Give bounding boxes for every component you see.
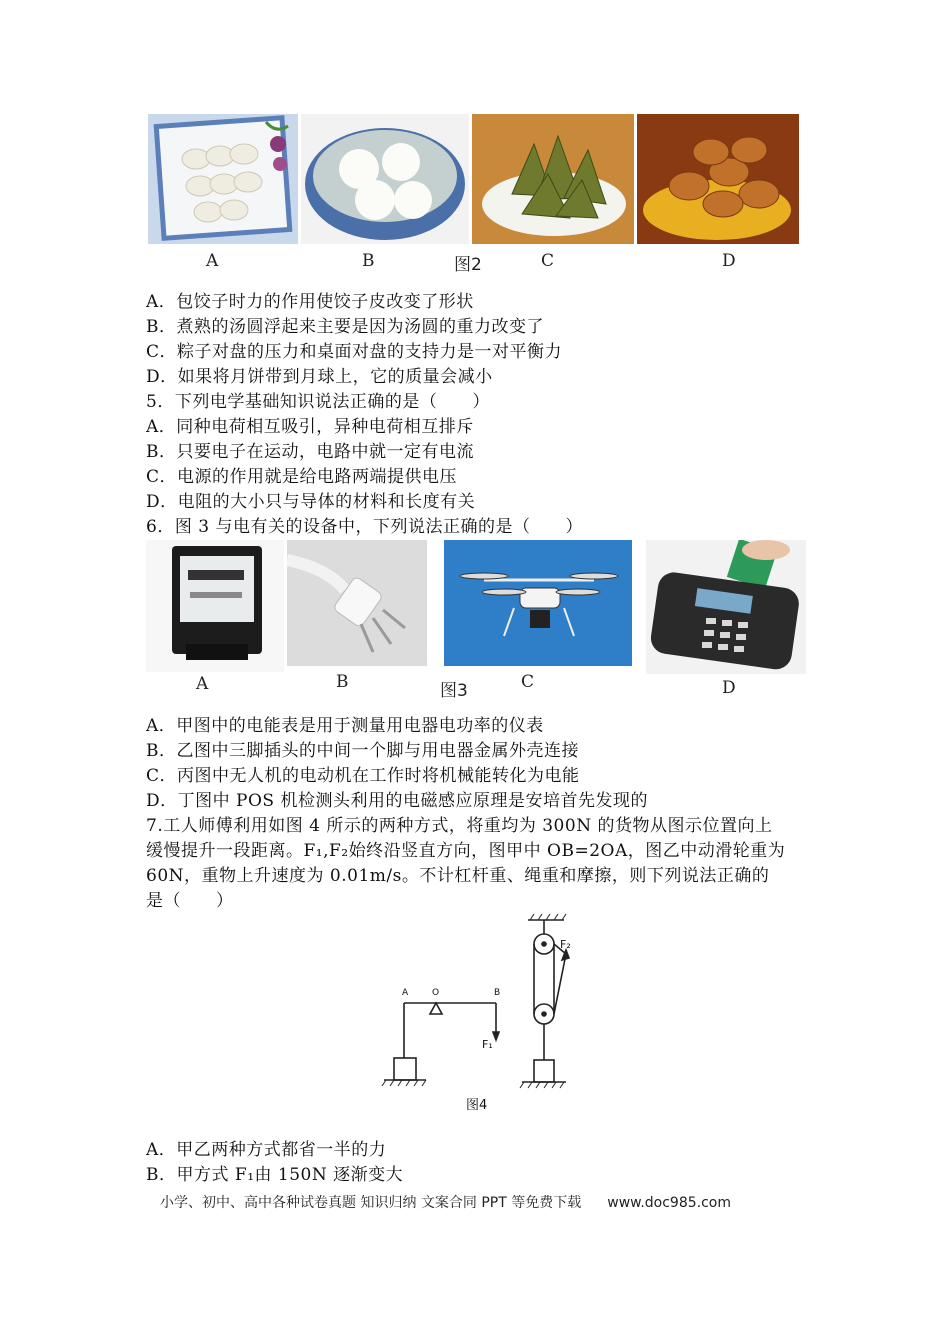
fig2-label-c: C: [541, 251, 555, 271]
q4-option-c: C．粽子对盘的压力和桌面对盘的支持力是一对平衡力: [146, 342, 563, 362]
fig4-caption: 图4: [466, 1098, 488, 1113]
zongzi-photo: [472, 114, 634, 244]
zongzi-image: [472, 114, 634, 244]
mooncake-photo: [637, 114, 799, 244]
figure-2-photos: [148, 114, 799, 244]
plug-photo: [287, 540, 427, 666]
drone-photo: [444, 540, 632, 666]
q7-option-a: A．甲乙两种方式都省一半的力: [146, 1140, 387, 1160]
fig3-label-c: C: [521, 672, 535, 692]
q5-option-a: A．同种电荷相互吸引，异种电荷相互排斥: [146, 417, 474, 437]
drone-image: [444, 540, 632, 666]
footer-url[interactable]: www.doc985.com: [607, 1195, 731, 1211]
fig2-label-b: B: [362, 251, 375, 271]
q5-option-d: D．电阻的大小只与导体的材料和长度有关: [146, 492, 476, 512]
page-footer: [160, 1192, 731, 1212]
fig2-caption: 图2: [454, 255, 482, 275]
q6-option-b: B．乙图中三脚插头的中间一个脚与用电器金属外壳连接: [146, 741, 579, 761]
q6-option-c: C．丙图中无人机的电动机在工作时将机械能转化为电能: [146, 766, 580, 786]
fig2-label-d: D: [722, 251, 736, 271]
q7-stem-line-4: 是（ ）: [146, 891, 234, 911]
meter-photo: [146, 540, 284, 672]
q4-option-b: B．煮熟的汤圆浮起来主要是因为汤圆的重力改变了: [146, 317, 544, 337]
q5-stem: 5．下列电学基础知识说法正确的是（ ）: [146, 392, 490, 412]
figure-4-diagram: [366, 908, 606, 1122]
q7-stem-line-2: 缓慢提升一段距离。F₁,F₂始终沿竖直方向，图甲中 OB=2OA，图乙中动滑轮重为: [146, 841, 786, 861]
pos-machine-image: [646, 540, 806, 674]
q6-stem: 6．图 3 与电有关的设备中，下列说法正确的是（ ）: [146, 517, 583, 537]
pos-photo: [646, 540, 806, 674]
electric-meter-image: [146, 540, 284, 672]
q6-option-d: D．丁图中 POS 机检测头利用的电磁感应原理是安培首先发现的: [146, 791, 648, 811]
fig3-caption: 图3: [440, 681, 468, 701]
q4-option-a: A．包饺子时力的作用使饺子皮改变了形状: [146, 292, 474, 312]
dumplings-photo: [148, 114, 298, 244]
fig3-label-a: A: [196, 674, 209, 694]
q7-stem-line-1: 7.工人师傅利用如图 4 所示的两种方式，将重均为 300N 的货物从图示位置向上: [146, 816, 773, 836]
dumplings-image: [148, 114, 298, 244]
fig4-label-a: A: [402, 988, 409, 998]
mooncake-image: [637, 114, 799, 244]
q7-option-b: B．甲方式 F₁由 150N 逐渐变大: [146, 1165, 404, 1185]
three-pin-plug-image: [287, 540, 427, 666]
tangyuan-image: [301, 114, 469, 244]
fig3-label-b: B: [336, 672, 349, 692]
fig4-label-b: B: [494, 988, 501, 998]
q5-option-b: B．只要电子在运动，电路中就一定有电流: [146, 442, 474, 462]
fig4-label-o: O: [432, 988, 440, 998]
tangyuan-photo: [301, 114, 469, 244]
fig2-label-a: A: [206, 251, 219, 271]
q4-option-d: D．如果将月饼带到月球上，它的质量会减小: [146, 367, 493, 387]
q6-option-a: A．甲图中的电能表是用于测量用电器电功率的仪表: [146, 716, 544, 736]
footer-text: 小学、初中、高中各种试卷真题 知识归纳 文案合同 PPT 等免费下载: [160, 1195, 582, 1211]
q5-option-c: C．电源的作用就是给电路两端提供电压: [146, 467, 458, 487]
q7-stem-line-3: 60N，重物上升速度为 0.01m/s。不计杠杆重、绳重和摩擦，则下列说法正确的: [146, 866, 770, 886]
fig3-label-d: D: [722, 678, 736, 698]
fig4-label-f2: F₂: [560, 938, 571, 951]
fig4-label-f1: F₁: [482, 1038, 493, 1051]
